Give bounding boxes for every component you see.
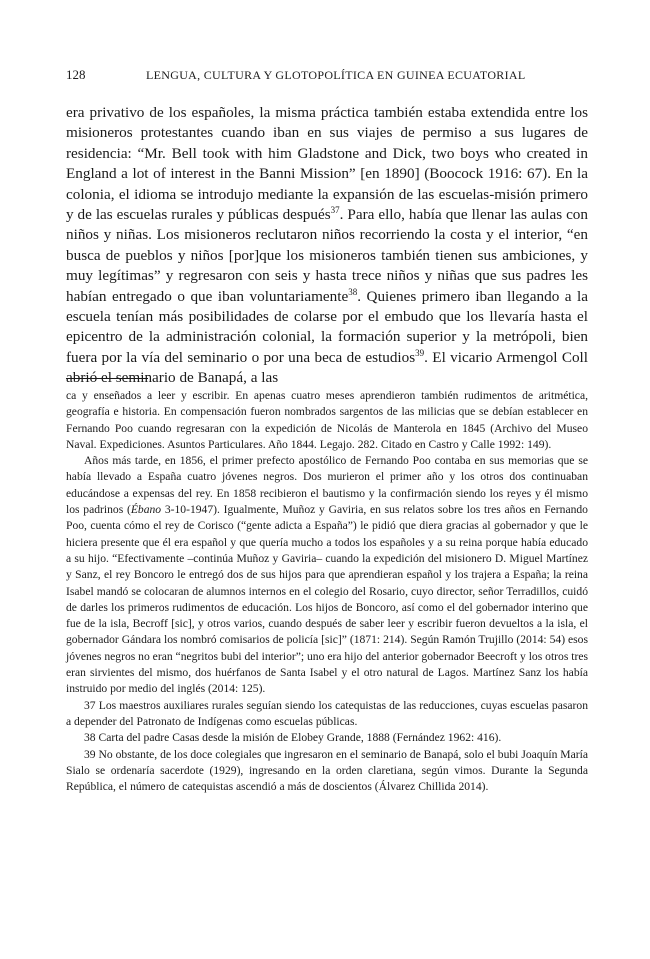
footnote-separator <box>66 378 148 379</box>
footnote-text-segment: 3-10-1947). Igualmente, Muñoz y Gaviria, en sus relatos sobre los tres años en Fernando Poo, cuenta cómo el rey de Corisco (“gente adicta a España”) le pidió que diera gracias al gobernador y que le hiciera presente que él era español y que quería mucho a todos los españoles y a su reina porque había educado a su hijo. “Efectivamente –continúa Muñoz y Gaviria– cuando la expedición del misionero D. Miguel Martínez y Sanz, el rey Boncoro le entregó dos de sus hijos para que aprendieran español y los trajera a España; la reina Isabel mandó se colocaran de alumnos internos en el colegio del Rosario, cuyo director, señor Terradillos, cuidó de darles los primeros rudimentos de educación. Los hijos de Boncoro, así como el del gobernador interino que fue de la isla, Becroff [sic], y otros varios, cuando después de saber leer y escribir fueron devueltos a la isla, el gobernador Gándara los nombró comisarios de policía [sic]” (1871: 214). Según Ramón Trujillo (2014: 54) esos jóvenes negros no eran “negritos bubi del interior”; uno era hijo del anterior gobernador Beecroft y los otros tres eran sirvientes del mismo, dos huérfanos de Santa Isabel y el otro natural de Lagos. Martínez Sanz los había instruido por medio del inglés (2014: 125). <box>66 503 588 696</box>
body-text-segment: . Quienes primero iban llegando a la escuela tenían más posibilidades de colarse por el embudo que los llevaría hasta el epicentro de la administración colonial, la formación superior y la metrópoli, bien fuera por la vía del seminario o por una beca de estudios <box>66 287 588 366</box>
main-text <box>66 103 588 389</box>
page-number: 128 <box>66 67 86 82</box>
newspaper-title: Ébano <box>130 503 162 517</box>
footnote-text-segment: Años más tarde, en 1856, el primer prefecto apostólico de Fernando Poo contaba en sus memorias que se había llevado a España cuatro jóvenes negros. Dos murieron el primer año y los otros dos continuaban educándose a expensas del rey. En 1858 recibieron el bautismo y la confirmación siendo los reyes y él mismo los padrinos ( <box>66 454 588 517</box>
body-paragraph <box>66 103 588 389</box>
footnote-ref-37: 37 <box>330 204 340 215</box>
footnotes <box>66 388 588 795</box>
footnote-ref-38: 38 <box>348 286 358 297</box>
page-header <box>66 67 586 83</box>
footnote-ref-39: 39 <box>415 347 425 358</box>
body-text-segment: . Para ello, había que llenar las aulas con niños y niñas. Los misioneros reclutaron niños recorriendo la costa y el interior, “en busca de pueblos y niños [por]que los misioneros también tienen sus ambiciones, y muy legítimas” y regresaron con seis y hasta trece niños y niñas que sus padres les habían entregado o que iban voluntariamente <box>66 206 588 305</box>
footnote-37: 37 Los maestros auxiliares rurales seguían siendo los catequistas de las reducciones, cuyas escuelas pasaron a depender del Patronato de Indígenas como escuelas públicas. <box>66 698 588 728</box>
running-title: LENGUA, CULTURA Y GLOTOPOLÍTICA EN GUINEA ECUATORIAL <box>146 68 526 82</box>
footnote-39: 39 No obstante, de los doce colegiales que ingresaron en el seminario de Banapá, solo el bubi Joaquín María Sialo se ordenaría sacerdote (1929), ingresando en la orden claretiana, según vimos. Durante la Segunda República, el número de catequistas ascendió a más de doscientos (Álvarez Chillida 2014). <box>66 747 588 794</box>
footnote-38: 38 Carta del padre Casas desde la misión de Elobey Grande, 1888 (Fernández 1962: 416). <box>84 731 502 745</box>
footnote-continuation: ca y enseñados a leer y escribir. En apenas cuatro meses aprendieron también rudimentos de aritmética, geografía e historia. En compensación fueron nombrados sargentos de las milicias que se debían establecer en Fernando Poo cuando regresaran con la expedición de Nicolás de Manterola en 1845 (Archivo del Museo Naval. Expediciones. Asuntos Particulares. Año 1844. Legajo. 282. Citado en Castro y Calle 1992: 149). <box>66 389 588 451</box>
footnote-continuation-paragraph <box>66 453 588 697</box>
body-text-segment: . El vicario Armengol Coll abrió el seminario de Banapá, a las <box>66 348 588 387</box>
body-text-segment: era privativo de los españoles, la misma práctica también estaba extendida entre los misioneros protestantes cuando iban en sus viajes de permiso a sus lugares de residencia: “Mr. Bell took with him Gladstone and Dick, two boys who created in England a lot of interest in the Banni Mission” [en 1890] (Boocock 1916: 67). En la colonia, el idioma se introdujo mediante la expansión de las escuelas-misión primero y de las escuelas rurales y públicas después <box>66 104 588 224</box>
